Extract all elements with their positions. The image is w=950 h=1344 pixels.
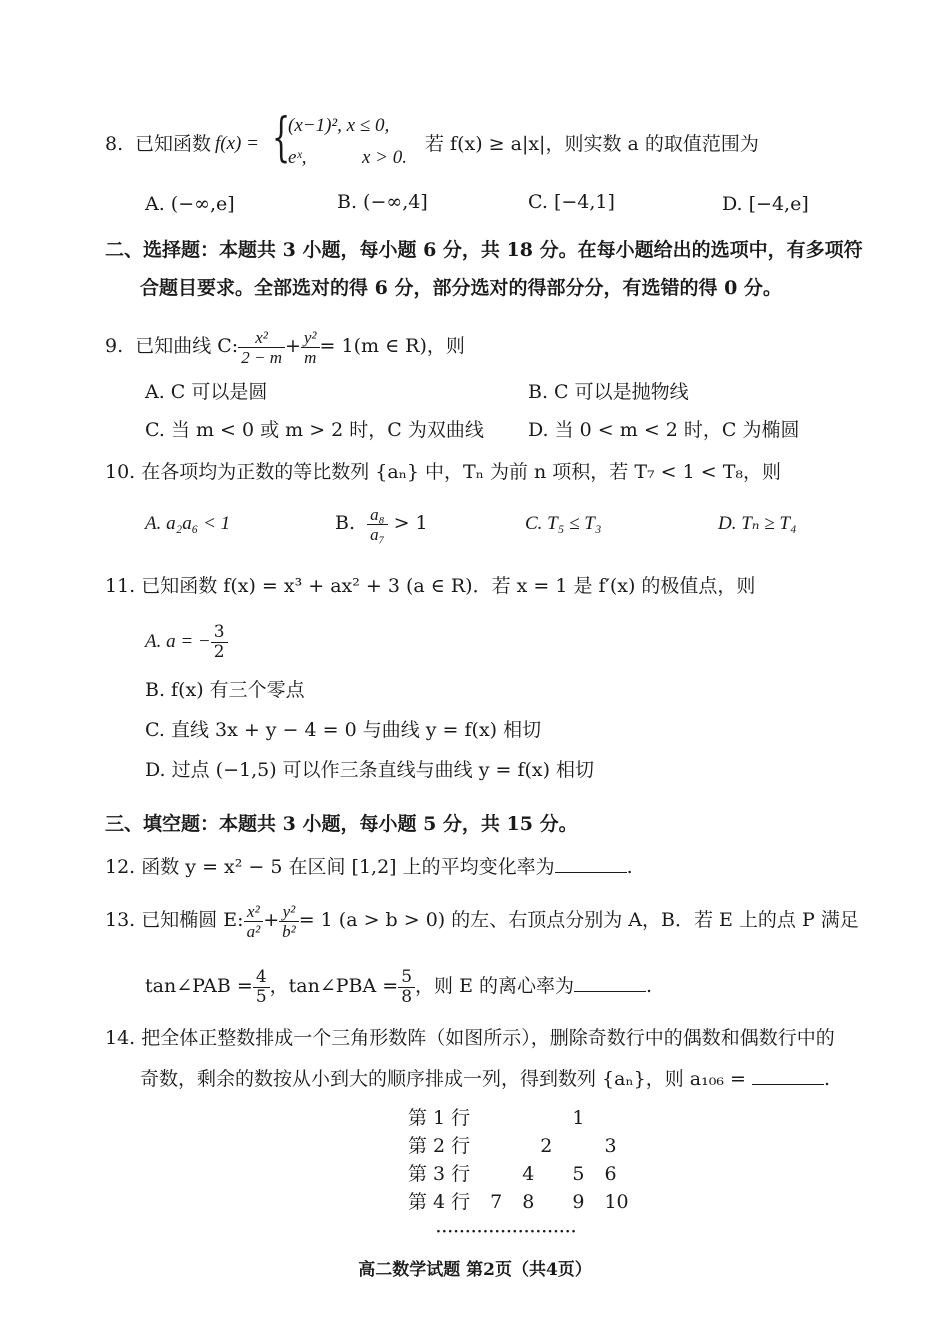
q9-frac1-den: 2 − m bbox=[241, 347, 282, 367]
q13-pab-num: 4 bbox=[253, 968, 270, 988]
row-number bbox=[480, 1104, 512, 1132]
q11-option-b: B. f(x) 有三个零点 bbox=[145, 679, 305, 701]
q13-pba-den: 8 bbox=[401, 986, 413, 1007]
q11-stem: 11. 已知函数 f(x) = x³ + ax² + 3 (a ∈ R)．若 x = 1 是 f′(x) 的极值点，则 bbox=[105, 575, 756, 597]
q10-option-b bbox=[335, 500, 428, 546]
row-number bbox=[562, 1132, 594, 1160]
q8-option-c: C. [−4,1] bbox=[528, 191, 615, 213]
q13-fraction-2 bbox=[279, 902, 299, 941]
row-number: 3 bbox=[604, 1135, 617, 1157]
q13-end: . bbox=[645, 975, 653, 997]
row-number: 7 bbox=[490, 1191, 503, 1213]
row-number bbox=[480, 1132, 512, 1160]
q11-option-c: C. 直线 3x + y − 4 = 0 与曲线 y = f(x) 相切 bbox=[145, 719, 542, 741]
q10-option-b-label: B. bbox=[335, 512, 356, 534]
q12-text: 12. 函数 y = x² − 5 在区间 [1,2] 上的平均变化率为 bbox=[105, 856, 555, 878]
section2-heading-line2: 合题目要求。全部选对的得 6 分，部分选对的得部分分，有选错的得 0 分。 bbox=[140, 277, 782, 299]
q9-stem: 9. 已知曲线 C: $\frac{\text{x²}}{2 - m}$ + $\frac{\text{y²}}{m}$ = 1(m ∈ R)，则 bbox=[105, 327, 465, 367]
row-number bbox=[480, 1160, 512, 1188]
q13-pba-num: 5 bbox=[398, 968, 415, 988]
q9-frac2-num: y² bbox=[301, 328, 320, 348]
triangle-array bbox=[398, 1104, 639, 1216]
row-number: 6 bbox=[604, 1163, 617, 1185]
q9-tail: = 1(m ∈ R)，则 bbox=[319, 335, 465, 357]
triangle-row bbox=[398, 1104, 639, 1132]
q8-option-b: B. (−∞,4] bbox=[337, 191, 428, 213]
q9-frac1-num: x² bbox=[238, 328, 285, 348]
q9-option-c: C. 当 m < 0 或 m > 2 时，C 为双曲线 bbox=[145, 419, 484, 441]
q11-a-den: 2 bbox=[213, 641, 225, 662]
q8-piece2-expr: eˣ, bbox=[288, 147, 307, 168]
q13-line2 bbox=[145, 962, 652, 1010]
q8-option-a: A. (−∞,e] bbox=[145, 193, 235, 215]
q9-option-a: A. C 可以是圆 bbox=[145, 381, 268, 403]
q13-answer-blank bbox=[574, 973, 646, 992]
row-number: 4 bbox=[522, 1163, 535, 1185]
triangle-continuation-dots: ························ bbox=[436, 1224, 577, 1240]
q13-tail: = 1 (a > b > 0) 的左、右顶点分别为 A，B．若 E 上的点 P 满足 bbox=[298, 909, 859, 931]
row-number: 5 bbox=[572, 1163, 585, 1185]
q11-option-a bbox=[145, 618, 228, 665]
q14-end: . bbox=[824, 1068, 831, 1090]
triangle-row bbox=[398, 1188, 639, 1216]
row-number: 8 bbox=[522, 1191, 535, 1213]
q13-tan-pab: tan∠PAB = bbox=[145, 975, 253, 997]
q10-b-den: a₇ bbox=[370, 524, 385, 544]
q13-tan-pba-frac bbox=[398, 968, 415, 1007]
triangle-row bbox=[398, 1160, 639, 1188]
q8-piece2-cond: x > 0. bbox=[362, 147, 408, 168]
q10-option-a: A. a₂a₆ < 1 bbox=[145, 513, 231, 534]
row-number bbox=[512, 1104, 562, 1132]
row-label: 第 3 行 bbox=[408, 1163, 471, 1185]
q12-answer-blank bbox=[555, 854, 627, 873]
q8-piece1: (x−1)², x ≤ 0, bbox=[288, 115, 390, 136]
q8-option-d: D. [−4,e] bbox=[722, 193, 809, 215]
q12-stem bbox=[105, 854, 633, 879]
q13-tan-pba: ，tan∠PBA = bbox=[269, 975, 399, 997]
row-number: 10 bbox=[604, 1191, 629, 1213]
q10-option-b-fraction bbox=[367, 505, 387, 544]
q9-fraction-2 bbox=[301, 328, 320, 367]
q11-option-a-fraction bbox=[211, 623, 228, 662]
q11-a-num: 3 bbox=[211, 623, 228, 643]
q14-text: 奇数，剩余的数按从小到大的顺序排成一列，得到数列 {aₙ}，则 a₁₀₆ = bbox=[140, 1068, 746, 1090]
q10-stem: 10. 在各项均为正数的等比数列 {aₙ} 中，Tₙ 为前 n 项积，若 T₇ < 1 < T₈，则 bbox=[105, 461, 782, 483]
row-label: 第 4 行 bbox=[408, 1191, 471, 1213]
q13-frac2-num: y² bbox=[279, 902, 299, 922]
q13-lead: 13. 已知椭圆 E: bbox=[105, 909, 244, 931]
q13-frac2-den: b² bbox=[282, 921, 296, 941]
q9-option-d: D. 当 0 < m < 2 时，C 为椭圆 bbox=[528, 419, 800, 441]
q13-pab-den: 5 bbox=[255, 986, 267, 1007]
row-number: 9 bbox=[572, 1191, 585, 1213]
row-label: 第 2 行 bbox=[408, 1135, 471, 1157]
q9-lead: 已知曲线 C: bbox=[135, 335, 239, 357]
page-footer: 高二数学试题 第2页（共4页） bbox=[358, 1260, 592, 1280]
q13-frac1-den: a² bbox=[246, 921, 261, 941]
q8-fx: f(x) = bbox=[215, 133, 259, 154]
q14-line1: 14. 把全体正整数排成一个三角形数阵（如图所示），删除奇数行中的偶数和偶数行中的 bbox=[105, 1027, 835, 1049]
q10-b-num: a₈ bbox=[367, 505, 387, 525]
q9-fraction-1 bbox=[238, 328, 285, 367]
q11-option-a-lhs: A. a = − bbox=[145, 631, 211, 652]
q12-end: . bbox=[626, 856, 633, 878]
row-number bbox=[594, 1104, 638, 1132]
q13-fraction-1 bbox=[244, 902, 264, 941]
q9-option-b: B. C 可以是抛物线 bbox=[528, 381, 689, 403]
section3-heading: 三、填空题：本题共 3 小题，每小题 5 分，共 15 分。 bbox=[105, 813, 578, 835]
q9-frac2-den: m bbox=[304, 347, 317, 367]
q8-condition: 若 f(x) ≥ a|x|，则实数 a 的取值范围为 bbox=[425, 133, 759, 155]
q8-brace: { bbox=[272, 108, 291, 168]
q14-answer-blank bbox=[752, 1066, 824, 1085]
q10-option-d: D. Tₙ ≥ T₄ bbox=[718, 513, 797, 534]
q13-tan-pab-frac bbox=[253, 968, 270, 1007]
q8-number: 8. bbox=[105, 133, 124, 155]
row-number: 2 bbox=[540, 1135, 553, 1157]
q10-option-b-rhs: > 1 bbox=[393, 512, 428, 534]
q13-frac1-num: x² bbox=[244, 902, 264, 922]
triangle-row bbox=[398, 1132, 639, 1160]
row-number: 1 bbox=[572, 1107, 585, 1129]
q10-option-c: C. T₅ ≤ T₃ bbox=[525, 513, 602, 534]
q11-option-d: D. 过点 (−1,5) 可以作三条直线与曲线 y = f(x) 相切 bbox=[145, 759, 595, 781]
q13-line1: 13. 已知椭圆 E: $\frac{\text{x²}}{\text{a²}}$ + $\frac{\text{y²}}{\text{b²}}$ = 1 (a > b > 0) 的左、右顶点分别为 A，B．若 E 上的点 P 满足 bbox=[105, 901, 859, 941]
row-label: 第 1 行 bbox=[408, 1107, 471, 1129]
q13-ask: ，则 E 的离心率为 bbox=[415, 975, 574, 997]
section2-heading-line1: 二、选择题：本题共 3 小题，每小题 6 分，共 18 分。在每小题给出的选项中，有多项符 bbox=[105, 239, 863, 261]
q8-lead: 已知函数 bbox=[135, 133, 212, 155]
q9-number: 9. bbox=[105, 335, 124, 357]
q14-line2 bbox=[140, 1066, 830, 1091]
